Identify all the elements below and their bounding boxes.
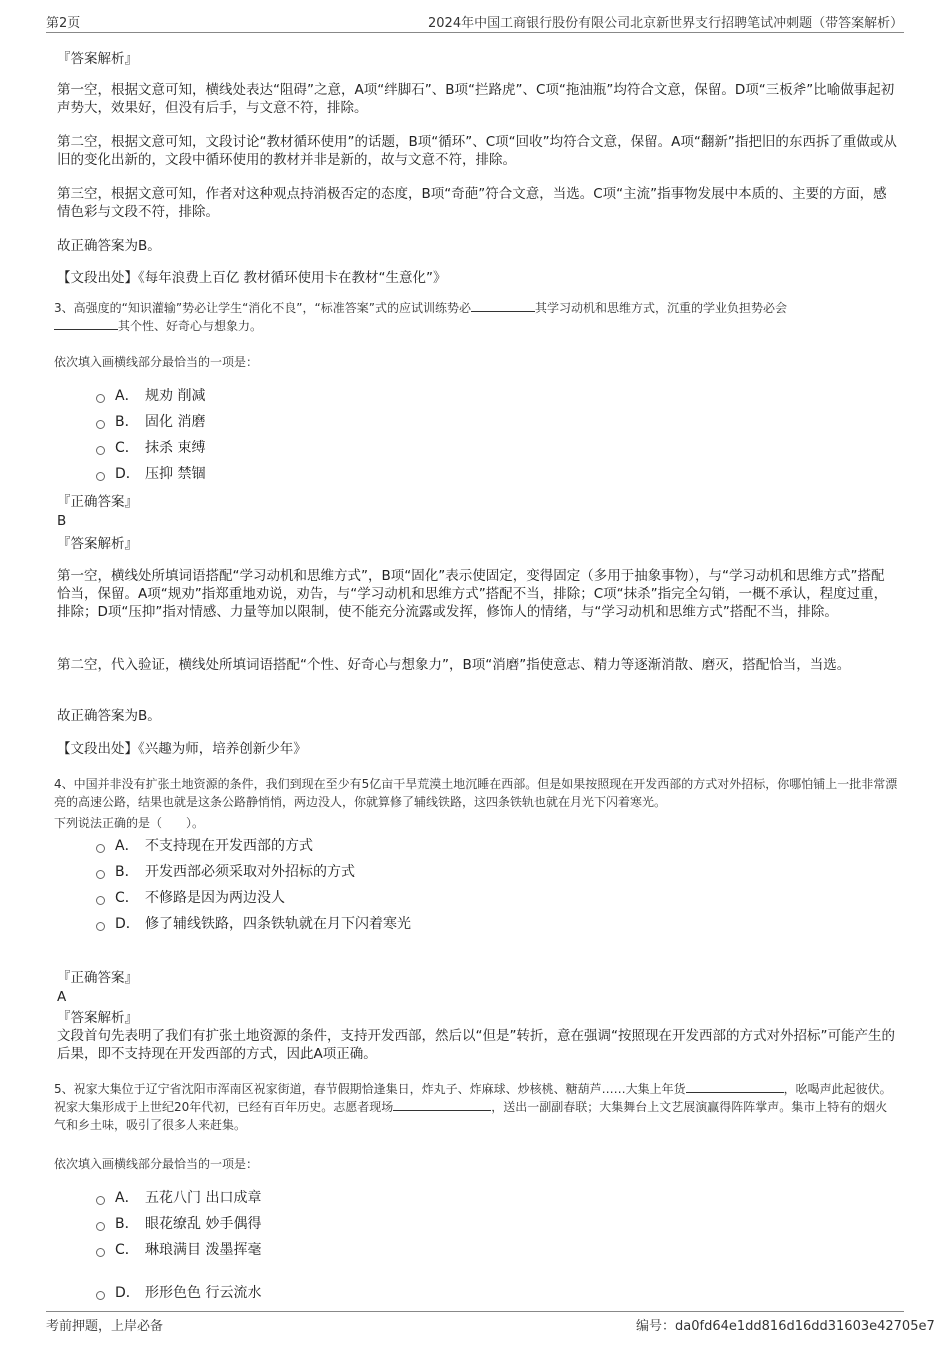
option-d[interactable] [96, 914, 411, 934]
answer-conclusion: 故正确答案为B。 [57, 708, 161, 724]
radio-icon[interactable] [96, 844, 105, 853]
radio-icon[interactable] [96, 446, 105, 455]
option-text: 不修路是因为两边没人 [145, 890, 285, 906]
option-text: 琳琅满目 泼墨挥毫 [145, 1242, 262, 1258]
question-stem: 4、中国并非没有扩张土地资源的条件，我们到现在至少有5亿亩干旱荒漠土地沉睡在西部。但是如果按照现在开发西部的方式对外招标，你哪怕铺上一批非常漂亮的高速公路，结果也就是这条公路静悄悄，两边没人，你就算修了辅线铁路，这四条铁轨也就在月光下闪着寒光。 [54, 777, 898, 809]
option-text: 形形色色 行云流水 [145, 1285, 262, 1301]
option-text: 五花八门 出口成章 [145, 1190, 262, 1206]
fill-blank [54, 317, 118, 330]
radio-icon[interactable] [96, 896, 105, 905]
radio-icon[interactable] [96, 870, 105, 879]
analysis-label: 『答案解析』 [57, 51, 138, 67]
source-citation: 【文段出处】《兴趣为师，培养创新少年》 [57, 741, 307, 757]
source-citation: 【文段出处】《每年浪费上百亿 教材循环使用卡在教材“生意化”》 [57, 270, 447, 286]
option-letter: D． [115, 1285, 140, 1301]
correct-answer: A [57, 989, 67, 1005]
correct-answer-label: 『正确答案』 [57, 970, 138, 986]
analysis-label: 『答案解析』 [57, 1010, 138, 1026]
option-letter: C． [115, 440, 139, 456]
header-divider [46, 32, 904, 33]
question-prompt: 依次填入画横线部分最恰当的一项是： [54, 355, 259, 369]
footer-divider [46, 1311, 904, 1312]
option-letter: A． [115, 1190, 139, 1206]
option-text: 修了辅线铁路，四条铁轨就在月下闪着寒光 [145, 916, 411, 932]
radio-icon[interactable] [96, 394, 105, 403]
radio-icon[interactable] [96, 1248, 105, 1257]
option-letter: B． [115, 414, 139, 430]
option-b[interactable] [96, 862, 355, 882]
option-text: 抹杀 束缚 [145, 440, 206, 456]
document-code [636, 1315, 935, 1334]
option-d[interactable] [96, 1283, 261, 1303]
radio-icon[interactable] [96, 472, 105, 481]
radio-icon[interactable] [96, 1196, 105, 1205]
stem-part: 3、高强度的“知识灌输”势必让学生“消化不良”，“标准答案”式的应试训练势必 [54, 301, 471, 315]
option-text: 固化 消磨 [145, 414, 206, 430]
option-letter: D． [115, 916, 140, 932]
analysis-paragraph: 第一空，根据文意可知，横线处表达“阻碍”之意，A项“绊脚石”、B项“拦路虎”、C项“拖油瓶”均符合文意，保留。D项“三板斧”比喻做事起初声势大，效果好，但没有后手，与文意不符，排除。 [57, 82, 895, 116]
option-a[interactable] [96, 1188, 261, 1208]
radio-icon[interactable] [96, 922, 105, 931]
option-c[interactable] [96, 888, 285, 908]
option-b[interactable] [96, 1214, 261, 1234]
radio-icon[interactable] [96, 420, 105, 429]
option-c[interactable] [96, 1240, 261, 1260]
analysis-paragraph: 第二空，代入验证，横线处所填词语搭配“个性、好奇心与想象力”，B项“消磨”指使意志、精力等逐渐消散、磨灭，搭配恰当，当选。 [57, 657, 851, 673]
code-label: 编号： [636, 1319, 676, 1334]
option-text: 眼花缭乱 妙手偶得 [145, 1216, 262, 1232]
option-d[interactable] [96, 464, 205, 484]
option-a[interactable] [96, 386, 205, 406]
option-text: 不支持现在开发西部的方式 [145, 838, 313, 854]
option-letter: B． [115, 1216, 139, 1232]
footer-slogan: 考前押题，上岸必备 [46, 1319, 164, 1334]
analysis-paragraph: 第二空，根据文意可知，文段讨论“教材循环使用”的话题，B项“循环”、C项“回收”均符合文意，保留。A项“翻新”指把旧的东西拆了重做或从旧的变化出新的，文段中循环使用的教材并非是新的，故与文意不符，排除。 [57, 134, 897, 168]
stem-part: 其学习动机和思维方式，沉重的学业负担势必会 [534, 301, 787, 315]
analysis-paragraph: 第三空，根据文意可知，作者对这种观点持消极否定的态度，B项“奇葩”符合文意，当选。C项“主流”指事物发展中本质的、主要的方面，感情色彩与文段不符，排除。 [57, 186, 887, 220]
question-prompt: 下列说法正确的是（ ）。 [54, 816, 205, 830]
option-text: 压抑 禁锢 [145, 466, 206, 482]
code-value: da0fd64e1dd816d16dd31603e42705e7 [675, 1319, 935, 1334]
option-text: 规劝 削减 [145, 388, 206, 404]
fill-blank [686, 1080, 784, 1093]
option-b[interactable] [96, 412, 205, 432]
question-prompt: 依次填入画横线部分最恰当的一项是： [54, 1157, 259, 1171]
correct-answer-label: 『正确答案』 [57, 494, 138, 510]
option-letter: C． [115, 890, 139, 906]
option-letter: A． [115, 838, 139, 854]
option-letter: A． [115, 388, 139, 404]
analysis-paragraph: 文段首句先表明了我们有扩张土地资源的条件，支持开发西部，然后以“但是”转折，意在强调“按照现在开发西部的方式对外招标”可能产生的后果，即不支持现在开发西部的方式，因此A项正确。 [57, 1028, 895, 1062]
stem-part: ，吆喝声此起彼伏。祝家大集形成于上世纪20年代初，已经有百年历史。志愿者现场 [54, 1082, 892, 1114]
option-text: 开发西部必须采取对外招标的方式 [145, 864, 355, 880]
analysis-paragraph: 第一空，横线处所填词语搭配“学习动机和思维方式”，B项“固化”表示使固定，变得固定（多用于抽象事物），与“学习动机和思维方式”搭配恰当，保留。A项“规劝”指郑重地劝说，劝告，与“学习动机和思维方式”搭配不当，排除；C项“抹杀”指完全勾销，一概不承认，程度过重，排除；D项“压抑”指对情感、力量等加以限制，使不能充分流露或发挥，修饰人的情绪，与“学习动机和思维方式”搭配不当，排除。 [57, 568, 888, 620]
document-title: 2024年中国工商银行股份有限公司北京新世界支行招聘笔试冲刺题（带答案解析） [428, 16, 904, 31]
fill-blank [393, 1098, 491, 1111]
option-a[interactable] [96, 836, 313, 856]
analysis-label: 『答案解析』 [57, 536, 138, 552]
option-c[interactable] [96, 438, 205, 458]
answer-conclusion: 故正确答案为B。 [57, 238, 161, 254]
option-letter: D． [115, 466, 140, 482]
page-number: 第2页 [46, 16, 81, 31]
option-letter: C． [115, 1242, 139, 1258]
correct-answer: B [57, 513, 67, 529]
fill-blank [471, 299, 535, 312]
stem-part: 5、祝家大集位于辽宁省沈阳市浑南区祝家街道，春节假期恰逢集日，炸丸子、炸麻球、炒核桃、糖葫芦……大集上年货 [54, 1082, 686, 1096]
stem-part: 其个性、好奇心与想象力。 [118, 319, 263, 333]
option-letter: B． [115, 864, 139, 880]
radio-icon[interactable] [96, 1291, 105, 1300]
radio-icon[interactable] [96, 1222, 105, 1231]
question-stem [54, 299, 899, 335]
question-stem [54, 1080, 899, 1134]
stem-part: ，送出一副副春联；大集舞台上文艺展演赢得阵阵掌声。集市上特有的烟火气和乡土味，吸引了很多人来赶集。 [54, 1100, 888, 1132]
